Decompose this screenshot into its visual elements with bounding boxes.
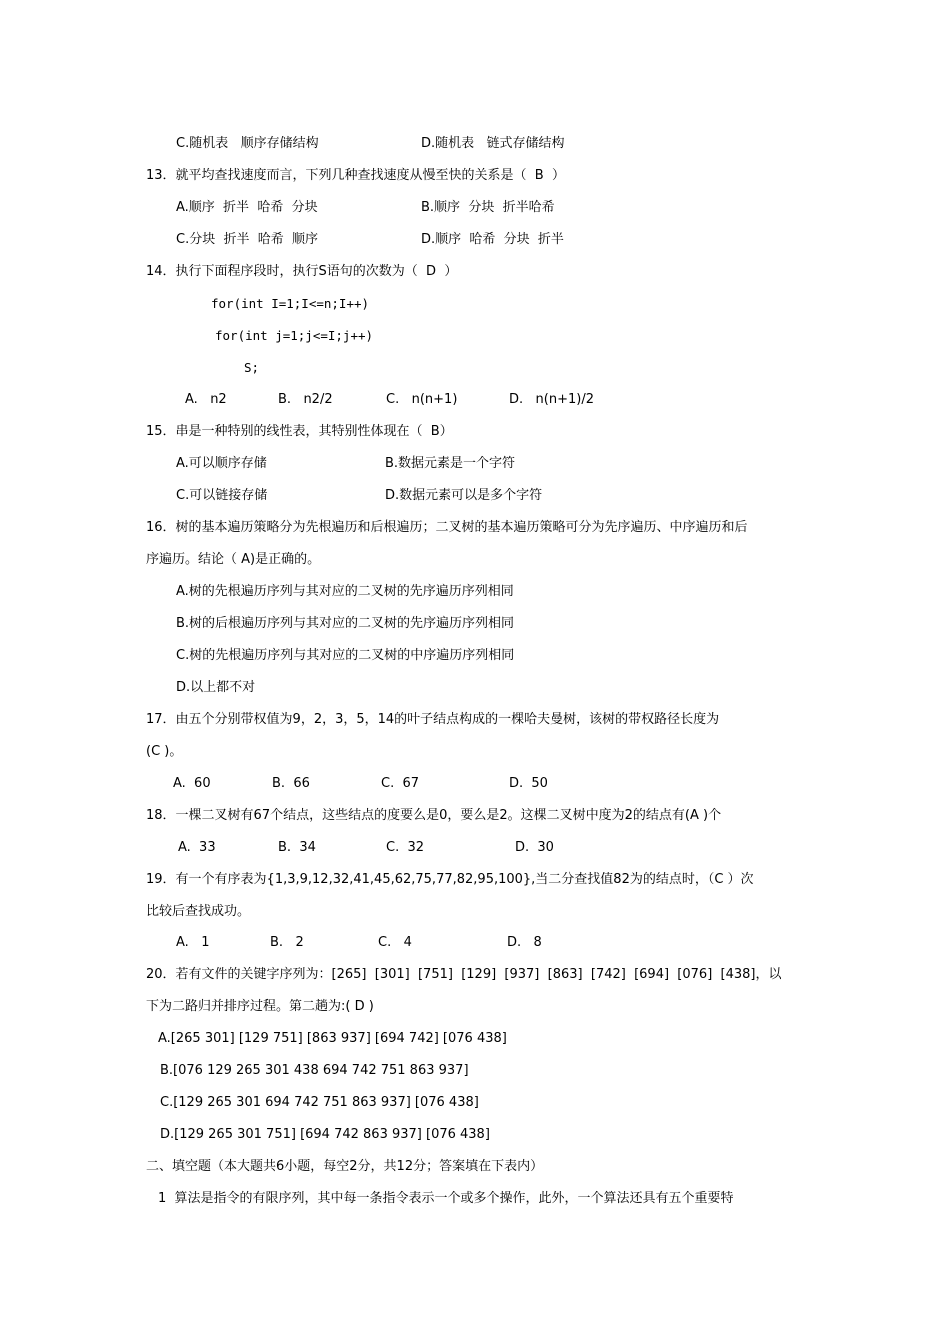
q14-option-b: B. n2/2 [278, 392, 333, 407]
q18-stem: 18．一棵二叉树有67个结点，这些结点的度要么是0，要么是2。这棵二叉树中度为2的结点有(A )个 [146, 808, 722, 823]
q20-option-a: A.[265 301] [129 751] [863 937] [694 742] [076 438] [158, 1031, 507, 1046]
q18-option-d: D. 30 [515, 840, 554, 855]
q16-stem-line-2: 序遍历。结论（ A)是正确的。 [146, 552, 321, 567]
q17-option-b: B. 66 [272, 776, 310, 791]
q19-option-c: C. 4 [378, 935, 412, 950]
q16-option-d: D.以上都不对 [176, 680, 256, 695]
q20-option-b: B.[076 129 265 301 438 694 742 751 863 937] [160, 1063, 469, 1078]
q16-option-b: B.树的后根遍历序列与其对应的二叉树的先序遍历序列相同 [176, 616, 515, 631]
q18-option-c: C. 32 [386, 840, 425, 855]
q14-option-d: D. n(n+1)/2 [509, 392, 594, 407]
q15-option-c: C.可以链接存储 [176, 488, 268, 503]
section-2-heading: 二、填空题（本大题共6小题，每空2分，共12分；答案填在下表内） [146, 1159, 544, 1174]
q12-option-c: C.随机表 顺序存储结构 [176, 136, 319, 151]
q15-option-d: D.数据元素可以是多个字符 [385, 488, 543, 503]
q18-option-a: A. 33 [178, 840, 216, 855]
q19-option-b: B. 2 [270, 935, 304, 950]
q15-option-b: B.数据元素是一个字符 [385, 456, 516, 471]
section-2-item-1: 1 算法是指令的有限序列，其中每一条指令表示一个或多个操作，此外，一个算法还具有五个重要特 [158, 1191, 734, 1206]
q16-stem-line-1: 16．树的基本遍历策略分为先根遍历和后根遍历；二叉树的基本遍历策略可分为先序遍历、中序遍历和后 [146, 520, 748, 535]
q18-option-b: B. 34 [278, 840, 316, 855]
q17-option-c: C. 67 [381, 776, 420, 791]
q13-stem: 13．就平均查找速度而言，下列几种查找速度从慢至快的关系是（ B ） [146, 168, 565, 183]
q17-option-d: D. 50 [509, 776, 548, 791]
q19-stem-line-1: 19．有一个有序表为{1,3,9,12,32,41,45,62,75,77,82,95,100},当二分查找值82为的结点时，（C ）次 [146, 872, 754, 887]
q12-option-d: D.随机表 链式存储结构 [421, 136, 565, 151]
q17-stem-line-1: 17．由五个分别带权值为9，2，3，5，14的叶子结点构成的一棵哈夫曼树，该树的带权路径长度为 [146, 712, 720, 727]
q20-stem-line-2: 下为二路归并排序过程。第二趟为:( D ) [146, 999, 374, 1014]
q19-stem-line-2: 比较后查找成功。 [146, 904, 251, 919]
q14-code-line-3: S; [244, 360, 260, 375]
q15-option-a: A.可以顺序存储 [176, 456, 267, 471]
q15-stem: 15．串是一种特别的线性表，其特别性体现在（ B） [146, 424, 453, 439]
q14-option-c: C. n(n+1) [386, 392, 458, 407]
q13-option-a: A.顺序 折半 哈希 分块 [176, 200, 318, 215]
q17-stem-line-2: (C )。 [146, 744, 183, 759]
q14-stem: 14．执行下面程序段时，执行S语句的次数为（ D ） [146, 264, 458, 279]
q14-code-line-2: for(int j=1;j<=I;j++) [215, 328, 374, 343]
q20-option-d: D.[129 265 301 751] [694 742 863 937] [076 438] [160, 1127, 490, 1142]
q14-code-line-1: for(int I=1;I<=n;I++) [211, 296, 370, 311]
q13-option-d: D.顺序 哈希 分块 折半 [421, 232, 564, 247]
q20-option-c: C.[129 265 301 694 742 751 863 937] [076 438] [160, 1095, 479, 1110]
q20-stem-line-1: 20．若有文件的关键字序列为：[265] [301] [751] [129] [937] [863] [742] [694] [076] [438]，以 [146, 967, 782, 982]
q19-option-d: D. 8 [507, 935, 542, 950]
q13-option-b: B.顺序 分块 折半哈希 [421, 200, 555, 215]
q19-option-a: A. 1 [176, 935, 210, 950]
q17-option-a: A. 60 [173, 776, 211, 791]
q13-option-c: C.分块 折半 哈希 顺序 [176, 232, 319, 247]
q16-option-a: A.树的先根遍历序列与其对应的二叉树的先序遍历序列相同 [176, 584, 514, 599]
q14-option-a: A. n2 [185, 392, 227, 407]
q16-option-c: C.树的先根遍历序列与其对应的二叉树的中序遍历序列相同 [176, 648, 515, 663]
